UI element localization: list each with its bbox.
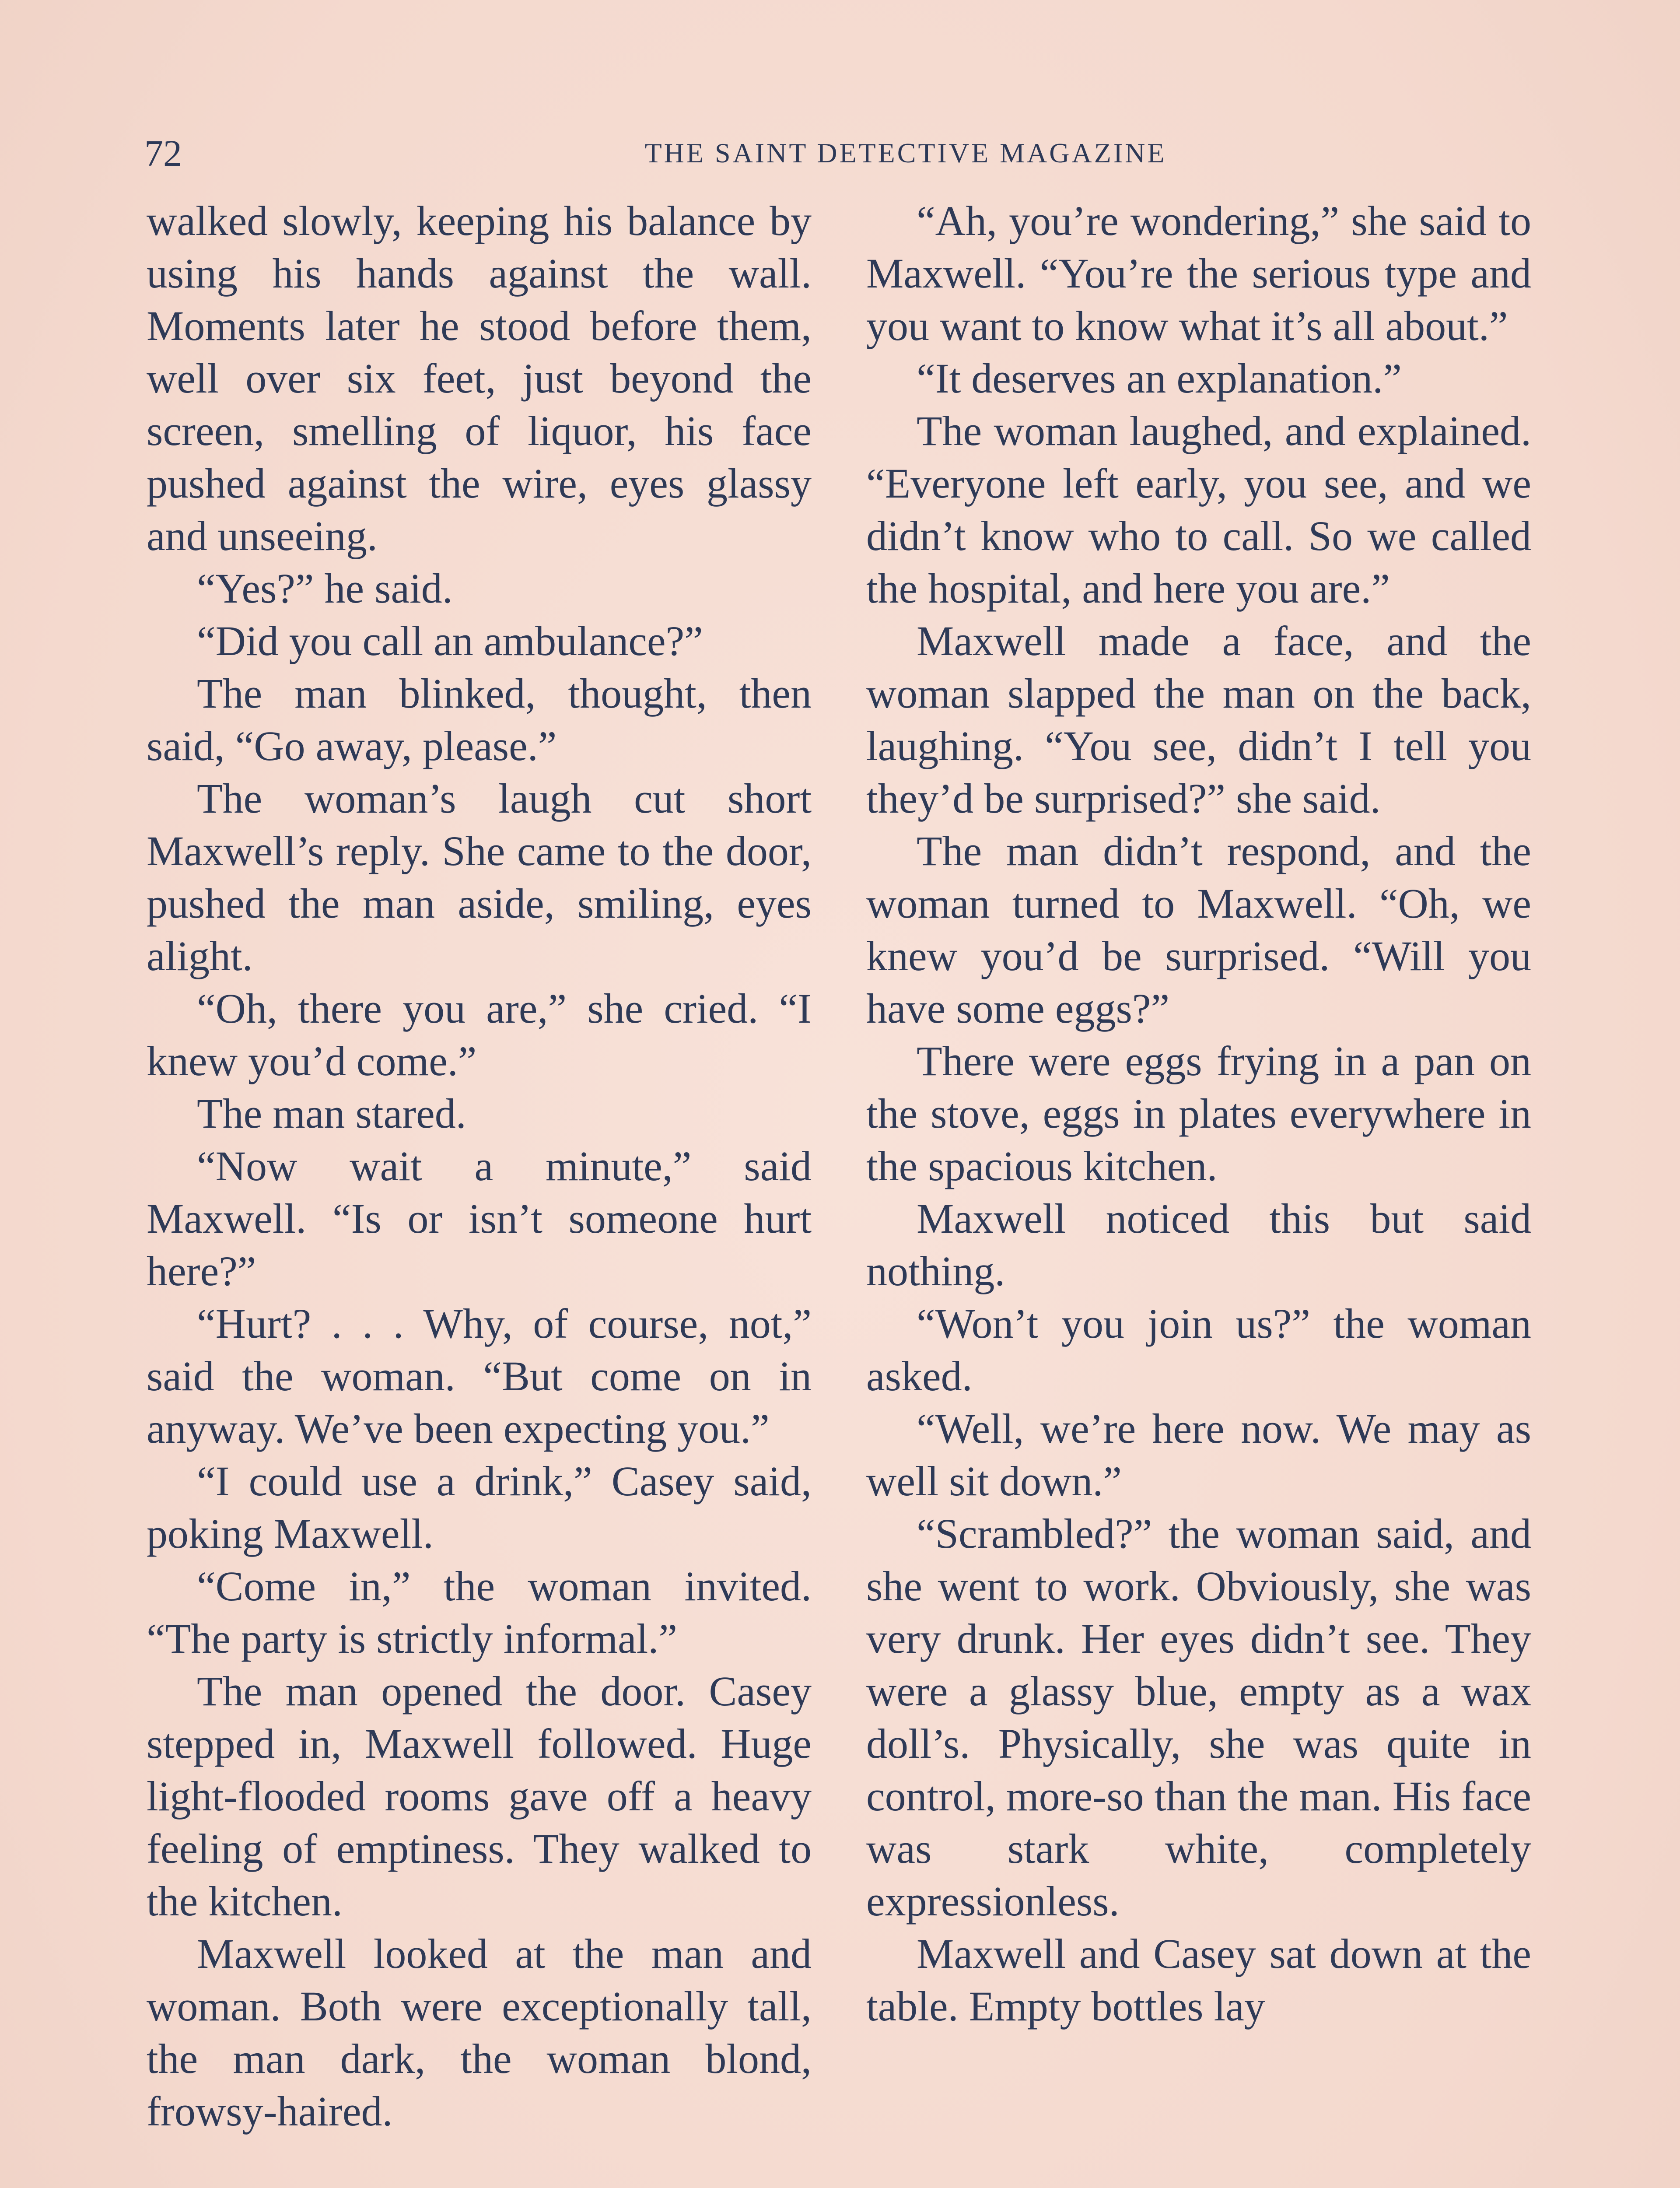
paragraph: Maxwell made a face, and the woman slapped the man on the back, laughing. “You see, didn’t I tell you they’d be surprised?” she said.: [866, 617, 1531, 822]
paragraph: Maxwell and Casey sat down at the table. Empty bottles lay: [866, 1930, 1531, 2030]
page-header: [144, 129, 1536, 177]
paragraph: “Ah, you’re wondering,” she said to Maxwell. “You’re the serious type and you want to know what it’s all about.”: [866, 197, 1531, 349]
paragraph: The woman laughed, and explained. “Everyone left early, you see, and we didn’t know who to call. So we called the hospital, and here you are.”: [866, 407, 1531, 612]
paragraph: “Yes?” he said.: [197, 565, 453, 612]
paragraph: “Hurt? . . . Why, of course, not,” said the woman. “But come on in anyway. We’ve been expecting you.”: [147, 1300, 812, 1452]
paragraph: Maxwell noticed this but said nothing.: [866, 1195, 1531, 1294]
paragraph: There were eggs frying in a pan on the stove, eggs in plates everywhere in the spacious kitchen.: [866, 1038, 1531, 1189]
paragraph: “Well, we’re here now. We may as well sit down.”: [866, 1405, 1531, 1504]
paragraph: The man didn’t respond, and the woman turned to Maxwell. “Oh, we knew you’d be surprised. “Will you have some eggs?”: [866, 828, 1531, 1032]
paragraph: “Won’t you join us?” the woman asked.: [866, 1300, 1531, 1399]
paragraph: The man stared.: [197, 1090, 466, 1137]
paragraph: walked slowly, keeping his balance by using his hands against the wall. Moments later he stood before them, well over six feet, just beyond the screen, smelling of liquor, his face pushed against the wire, eyes glassy and unseeing.: [147, 197, 812, 559]
paragraph: “Scrambled?” the woman said, and she went to work. Obviously, she was very drunk. Her eyes didn’t see. They were a glassy blue, empty as a wax doll’s. Physically, she was quite in control, more-so than the man. His face was stark white, completely expressionless.: [866, 1510, 1531, 1925]
right-column: [866, 195, 1531, 2033]
paragraph: The woman’s laugh cut short Maxwell’s reply. She came to the door, pushed the man aside, smiling, eyes alight.: [147, 775, 812, 979]
paragraph: “Oh, there you are,” she cried. “I knew you’d come.”: [147, 985, 812, 1084]
paragraph: The man blinked, thought, then said, “Go away, please.”: [147, 670, 812, 769]
page-number: 72: [144, 132, 182, 174]
paragraph: “Did you call an ambulance?”: [197, 617, 703, 664]
paragraph: “Now wait a minute,” said Maxwell. “Is or isn’t someone hurt here?”: [147, 1143, 812, 1294]
paragraph: “It deserves an explanation.”: [917, 355, 1402, 402]
paragraph: “Come in,” the woman invited. “The party is strictly informal.”: [147, 1563, 812, 1662]
paragraph: The man opened the door. Casey stepped in, Maxwell followed. Huge light-flooded rooms gave off a heavy feeling of emptiness. They walked to the kitchen.: [147, 1668, 812, 1925]
left-column: [147, 195, 812, 2138]
paragraph: Maxwell looked at the man and woman. Both were exceptionally tall, the man dark, the woman blond, frowsy-haired.: [147, 1930, 812, 2135]
paragraph: “I could use a drink,” Casey said, poking Maxwell.: [147, 1458, 812, 1557]
running-head: THE SAINT DETECTIVE MAGAZINE: [644, 137, 1167, 168]
